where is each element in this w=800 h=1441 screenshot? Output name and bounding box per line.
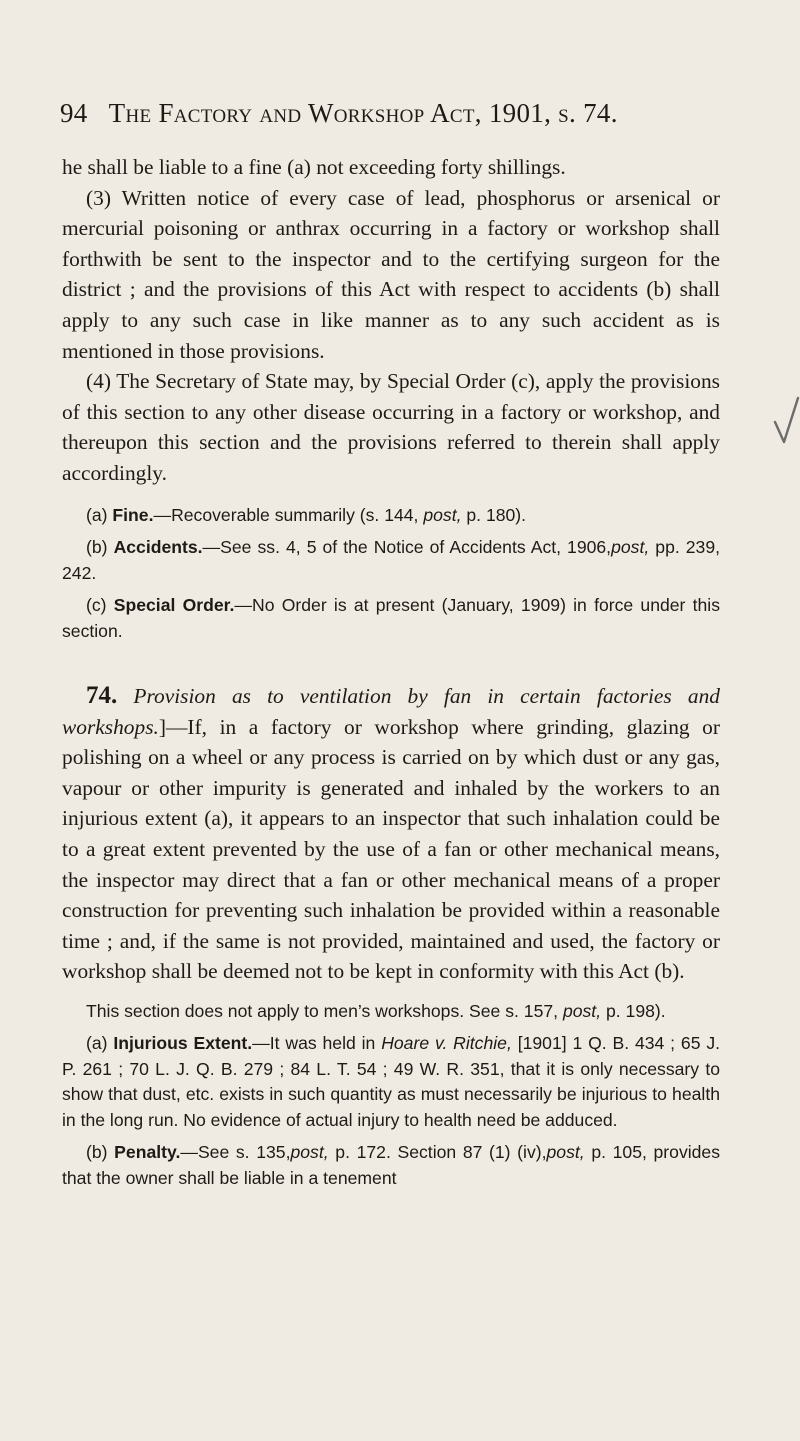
paragraph-fine: he shall be liable to a fine (a) not exceeding forty shillings. — [62, 155, 566, 179]
footnotes-second — [62, 999, 720, 1192]
section-74: 74. Provision as to ventilation by fan in certain factories and workshops.]—If, in a factory or workshop where grinding, glazing or polishing on a wheel or any process is carried on by which dust or any gas, vapour or other impurity is generated and inhaled by the workers to an injurious extent (a), it appears to an inspector that such inhalation could be to a great extent prevented by the use of a fan or other mechanical means, the inspector may direct that a fan or other mechanical means of a proper construction for preventing such inhalation be provided within a reasonable time ; and, if the same is not provided, maintained and used, the factory or workshop shall be deemed not to be kept in conformity with this Act (b). — [62, 682, 720, 984]
running-title: The Factory and Workshop Act, 1901, s. 74. — [108, 98, 618, 128]
running-header — [60, 98, 750, 129]
note-special-order: (c) Special Order.—No Order is at present (January, 1909) in force under this section. — [62, 595, 721, 641]
section-heading: Provision as to ventilation by fan in certain factories and workshops. — [62, 684, 720, 739]
paragraph-subsection-3: (3) Written notice of every case of lead, phosphorus or arsenical or mercurial poisoning or anthrax occurring in a factory or workshop shall forthwith be sent to the inspector and to the certifying surgeon for the district ; and the provisions of this Act with respect to accidents (b) shall apply to any such case in like manner as to any such accident as is mentioned in those provisions. — [62, 185, 720, 363]
page-number: 94 — [60, 98, 88, 128]
section-number: 74. — [86, 682, 118, 710]
note-fine: (a) Fine.—Recoverable summarily (s. 144, post, p. 180). — [86, 504, 527, 525]
checkmark-icon — [772, 392, 800, 456]
paragraph-subsection-4: (4) The Secretary of State may, by Special Order (c), apply the provisions of this section to any other disease occurring in a factory or workshop, and thereupon this section and the provisions referred to therein shall apply accordingly. — [62, 369, 720, 485]
note-intro: This section does not apply to men’s workshops. See s. 157, post, p. 198). — [86, 1000, 666, 1021]
note-injurious-extent: (a) Injurious Extent.—It was held in Hoare v. Ritchie, [1901] 1 Q. B. 434 ; 65 J. P. 261 ; 70 L. J. Q. B. 279 ; 84 L. T. 54 ; 49 W. R. 351, that it is only necessary to show that dust, etc. exists in such quantity as must necessarily be injurious to health in the long run. No evidence of actual injury to health need be adduced. — [62, 1033, 721, 1130]
page-body — [62, 152, 720, 1198]
footnotes-first — [62, 503, 720, 645]
note-accidents: (b) Accidents.—See ss. 4, 5 of the Notice of Accidents Act, 1906,post, pp. 239, 242. — [62, 537, 721, 583]
note-penalty: (b) Penalty.—See s. 135,post, p. 172. Section 87 (1) (iv),post, p. 105, provides that the owner shall be liable in a tenement — [62, 1142, 721, 1188]
